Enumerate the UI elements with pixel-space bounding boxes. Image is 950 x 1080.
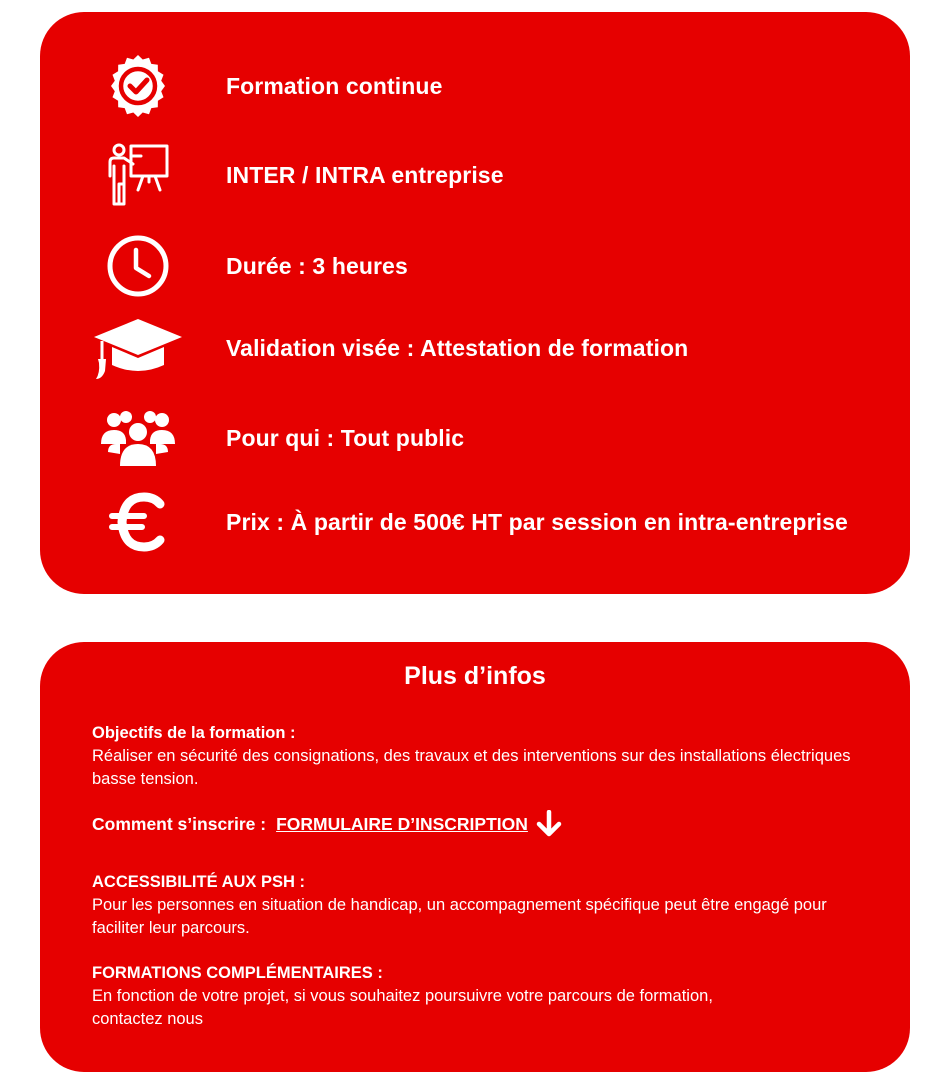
feature-label: Formation continue bbox=[226, 73, 443, 99]
feature-label: Validation visée : Attestation de formation bbox=[226, 335, 689, 361]
feature-item-formation-continue bbox=[40, 56, 910, 116]
feature-item-prix bbox=[40, 492, 910, 552]
feature-item-inter-intra bbox=[40, 145, 910, 205]
complementary-heading: FORMATIONS COMPLÉMENTAIRES : bbox=[92, 964, 383, 982]
feature-label: Durée : 3 heures bbox=[226, 253, 408, 279]
accessibility-heading: ACCESSIBILITÉ AUX PSH : bbox=[92, 873, 305, 891]
feature-label: Prix : À partir de 500€ HT par session en intra-entreprise bbox=[226, 509, 848, 535]
registration-form-link[interactable]: FORMULAIRE D’INSCRIPTION bbox=[276, 813, 528, 834]
graduation-cap-icon bbox=[90, 318, 186, 378]
objectives-heading: Objectifs de la formation : bbox=[92, 724, 296, 742]
objectives-section bbox=[92, 722, 882, 791]
feature-label: Pour qui : Tout public bbox=[226, 425, 465, 451]
clock-icon bbox=[90, 236, 186, 296]
arrow-down-icon bbox=[536, 810, 562, 838]
presenter-board-icon bbox=[90, 145, 186, 205]
more-info-card bbox=[40, 642, 910, 1072]
accessibility-text: Pour les personnes en situation de handicap, un accompagnement spécifique peut être engagé pour faciliter leur parcours. bbox=[92, 896, 827, 937]
group-people-icon bbox=[90, 408, 186, 468]
feature-label: INTER / INTRA entreprise bbox=[226, 162, 504, 188]
accessibility-section bbox=[92, 871, 882, 940]
feature-item-validation bbox=[40, 318, 910, 378]
certified-badge-icon bbox=[90, 56, 186, 116]
registration-row bbox=[92, 809, 562, 839]
complementary-text: En fonction de votre projet, si vous souhaitez poursuivre votre parcours de formation, contactez nous bbox=[92, 987, 713, 1028]
objectives-text: Réaliser en sécurité des consignations, des travaux et des interventions sur des installations électriques basse tension. bbox=[92, 747, 851, 788]
registration-label: Comment s’inscrire : bbox=[92, 813, 267, 834]
euro-icon bbox=[90, 492, 186, 552]
more-info-title: Plus d’infos bbox=[404, 662, 546, 690]
feature-item-pour-qui bbox=[40, 408, 910, 468]
feature-item-duree bbox=[40, 236, 910, 296]
complementary-section bbox=[92, 962, 782, 1031]
features-card bbox=[40, 12, 910, 594]
